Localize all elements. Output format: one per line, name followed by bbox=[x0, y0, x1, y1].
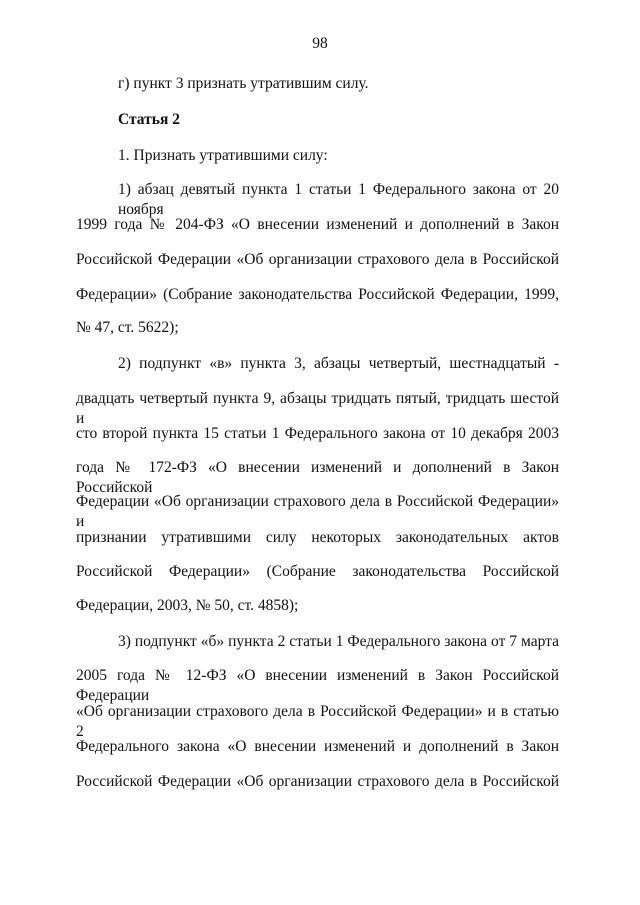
text-line: 3) подпункт «б» пункта 2 статьи 1 Федерального закона от 7 марта bbox=[118, 633, 559, 650]
text-line: 1) абзац девятый пункта 1 статьи 1 Федерального закона от 20 ноября bbox=[118, 181, 559, 218]
text-line: Российской Федерации «Об организации страхового дела в Российской bbox=[76, 773, 559, 790]
text-line: 2005 года № 12-ФЗ «О внесении изменений в Закон Российской Федерации bbox=[76, 667, 559, 704]
text-line: Федерации, 2003, № 50, ст. 4858); bbox=[76, 597, 299, 614]
article-heading: Статья 2 bbox=[118, 111, 180, 128]
text-line: двадцать четвертый пункта 9, абзацы тридцать пятый, тридцать шестой и bbox=[76, 390, 559, 427]
text-line: сто второй пункта 15 статьи 1 Федерального закона от 10 декабря 2003 bbox=[76, 425, 559, 442]
text-line: г) пункт 3 признать утратившим силу. bbox=[118, 75, 369, 92]
text-line: признании утратившими силу некоторых законодательных актов bbox=[76, 529, 559, 546]
text-line: Российской Федерации» (Собрание законодательства Российской bbox=[76, 563, 559, 580]
text-line: Российской Федерации «Об организации страхового дела в Российской bbox=[76, 251, 559, 268]
text-line: № 47, ст. 5622); bbox=[76, 319, 179, 336]
text-line: Федерации «Об организации страхового дела в Российской Федерации» и bbox=[76, 493, 559, 530]
text-line: Федерального закона «О внесении изменений и дополнений в Закон bbox=[76, 738, 559, 755]
text-line: 2) подпункт «в» пункта 3, абзацы четвертый, шестнадцатый - bbox=[118, 355, 559, 372]
text-line: «Об организации страхового дела в Российской Федерации» и в статью 2 bbox=[76, 703, 559, 740]
text-line: года № 172-ФЗ «О внесении изменений и дополнений в Закон Российской bbox=[76, 459, 559, 496]
page-number: 98 bbox=[312, 35, 328, 52]
text-line: Федерации» (Собрание законодательства Российской Федерации, 1999, bbox=[76, 286, 559, 303]
text-line: 1999 года № 204-ФЗ «О внесении изменений и дополнений в Закон bbox=[76, 216, 559, 233]
text-line: 1. Признать утратившими силу: bbox=[118, 147, 328, 164]
